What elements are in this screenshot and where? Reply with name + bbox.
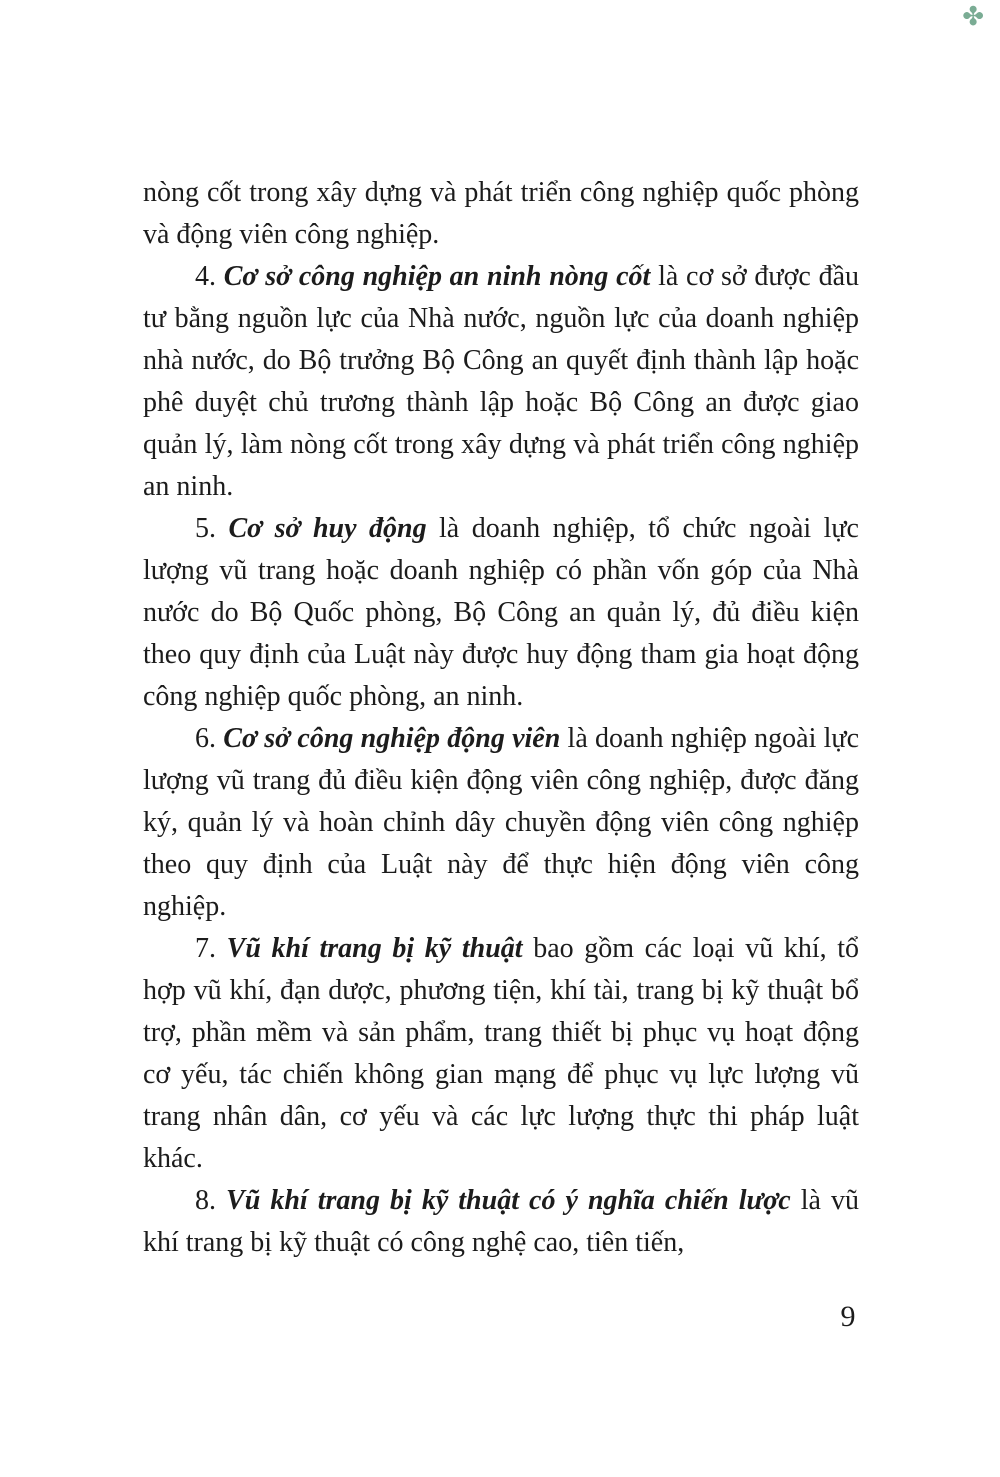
text-run: 6. (195, 723, 224, 754)
paragraph (143, 1180, 859, 1264)
paragraph (143, 256, 859, 508)
defined-term: Cơ sở công nghiệp động viên (223, 723, 561, 754)
text-run: là vũ khí trang bị kỹ thuật có công nghệ cao, tiên tiến, (143, 1185, 860, 1258)
paragraph (143, 508, 859, 718)
paragraph (143, 718, 859, 928)
defined-term: Cơ sở công nghiệp an ninh nòng cốt (223, 261, 651, 292)
page-number: 9 (840, 1300, 856, 1333)
text-run: là doanh nghiệp ngoài lực lượng vũ trang đủ điều kiện động viên công nghiệp, được đăng ký, quản lý và hoàn chỉnh dây chuyền động viên công nghiệp theo quy định của Luật này để thực hiện động viên công nghiệp. (143, 723, 859, 922)
text-run: 5. (195, 513, 229, 544)
text-run: 7. (195, 933, 227, 964)
text-run: là cơ sở được đầu tư bằng nguồn lực của Nhà nước, nguồn lực của doanh nghiệp nhà nước, do Bộ trưởng Bộ Công an quyết định thành lập hoặc phê duyệt chủ trương thành lập hoặc Bộ Công an được giao quản lý, làm nòng cốt trong xây dựng và phát triển công nghiệp an ninh. (143, 261, 860, 502)
text-run: nòng cốt trong xây dựng và phát triển công nghiệp quốc phòng và động viên công nghiệp. (143, 177, 859, 250)
paragraph (143, 172, 859, 256)
defined-term: Cơ sở huy động (228, 513, 427, 544)
text-run: 8. (195, 1185, 227, 1216)
text-run: 4. (195, 261, 224, 292)
text-run: là doanh nghiệp, tổ chức ngoài lực lượng vũ trang hoặc doanh nghiệp có phần vốn góp của Nhà nước do Bộ Quốc phòng, Bộ Công an quản lý, đủ điều kiện theo quy định của Luật này được huy động tham gia hoạt động công nghiệp quốc phòng, an ninh. (143, 513, 859, 712)
paragraph (143, 928, 859, 1180)
defined-term: Vũ khí trang bị kỹ thuật (226, 933, 523, 964)
text-run: bao gồm các loại vũ khí, tổ hợp vũ khí, đạn dược, phương tiện, khí tài, trang bị kỹ thuật bổ trợ, phần mềm và sản phẩm, trang thiết bị phục vụ hoạt động cơ yếu, tác chiến không gian mạng để phục vụ lực lượng vũ trang nhân dân, cơ yếu và các lực lượng thực thi pháp luật khác. (143, 933, 860, 1174)
flower-icon: ✤ (962, 2, 984, 31)
defined-term: Vũ khí trang bị kỹ thuật có ý nghĩa chiến lược (226, 1185, 791, 1216)
page-text (143, 172, 859, 1264)
